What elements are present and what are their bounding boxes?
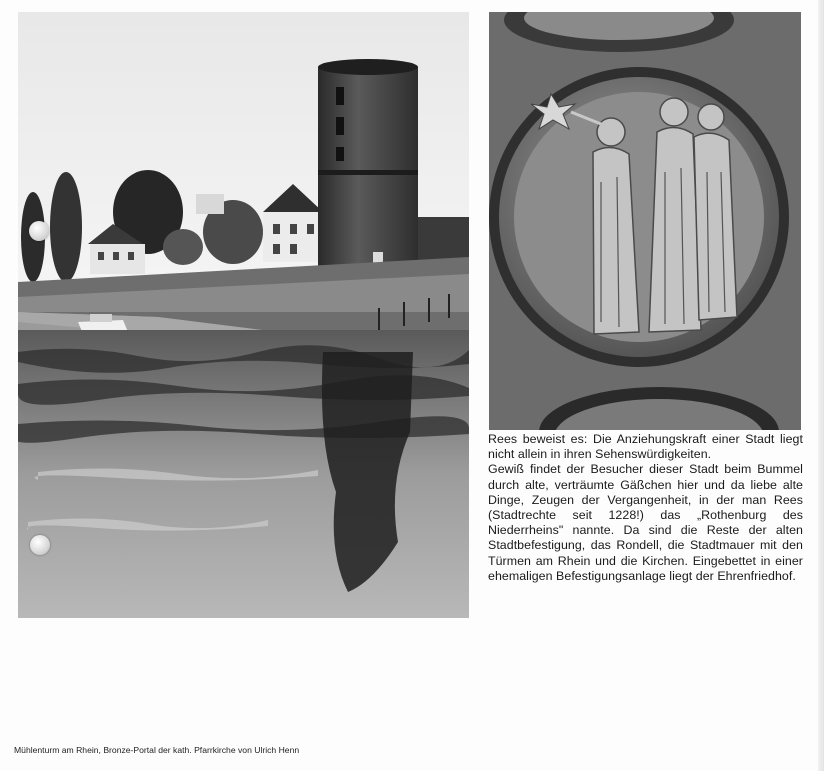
- article-intro: Rees beweist es: Die Anziehungskraft einer Stadt liegt nicht allein in ihren Sehenswürdigkeiten.: [488, 432, 803, 462]
- muehlenturm-photo: [18, 12, 469, 618]
- article-text: [488, 432, 803, 584]
- punch-hole-top: [29, 221, 49, 241]
- page-edge: [818, 0, 824, 771]
- article-body: Gewiß findet der Besucher dieser Stadt beim Bummel durch alte, verträumte Gäßchen hier und da liebe alte Dinge, Zeugen der Vergangenheit, in der man Rees (Stadtrechte seit 1228!) das „Rothenburg des Niederrheins" nannte. Da sind die Reste der alten Stadtbefestigung, das Rondell, die Stadtmauer mit den Türmen am Rhein und die Kirchen. Eingebettet in einer ehemaligen Befestigungsanlage liegt der Ehrenfriedhof.: [488, 462, 803, 583]
- photo-caption: Mühlenturm am Rhein, Bronze-Portal der kath. Pfarrkirche von Ulrich Henn: [14, 745, 300, 755]
- punch-hole-bottom: [30, 535, 50, 555]
- bronze-portal-photo: [489, 12, 801, 430]
